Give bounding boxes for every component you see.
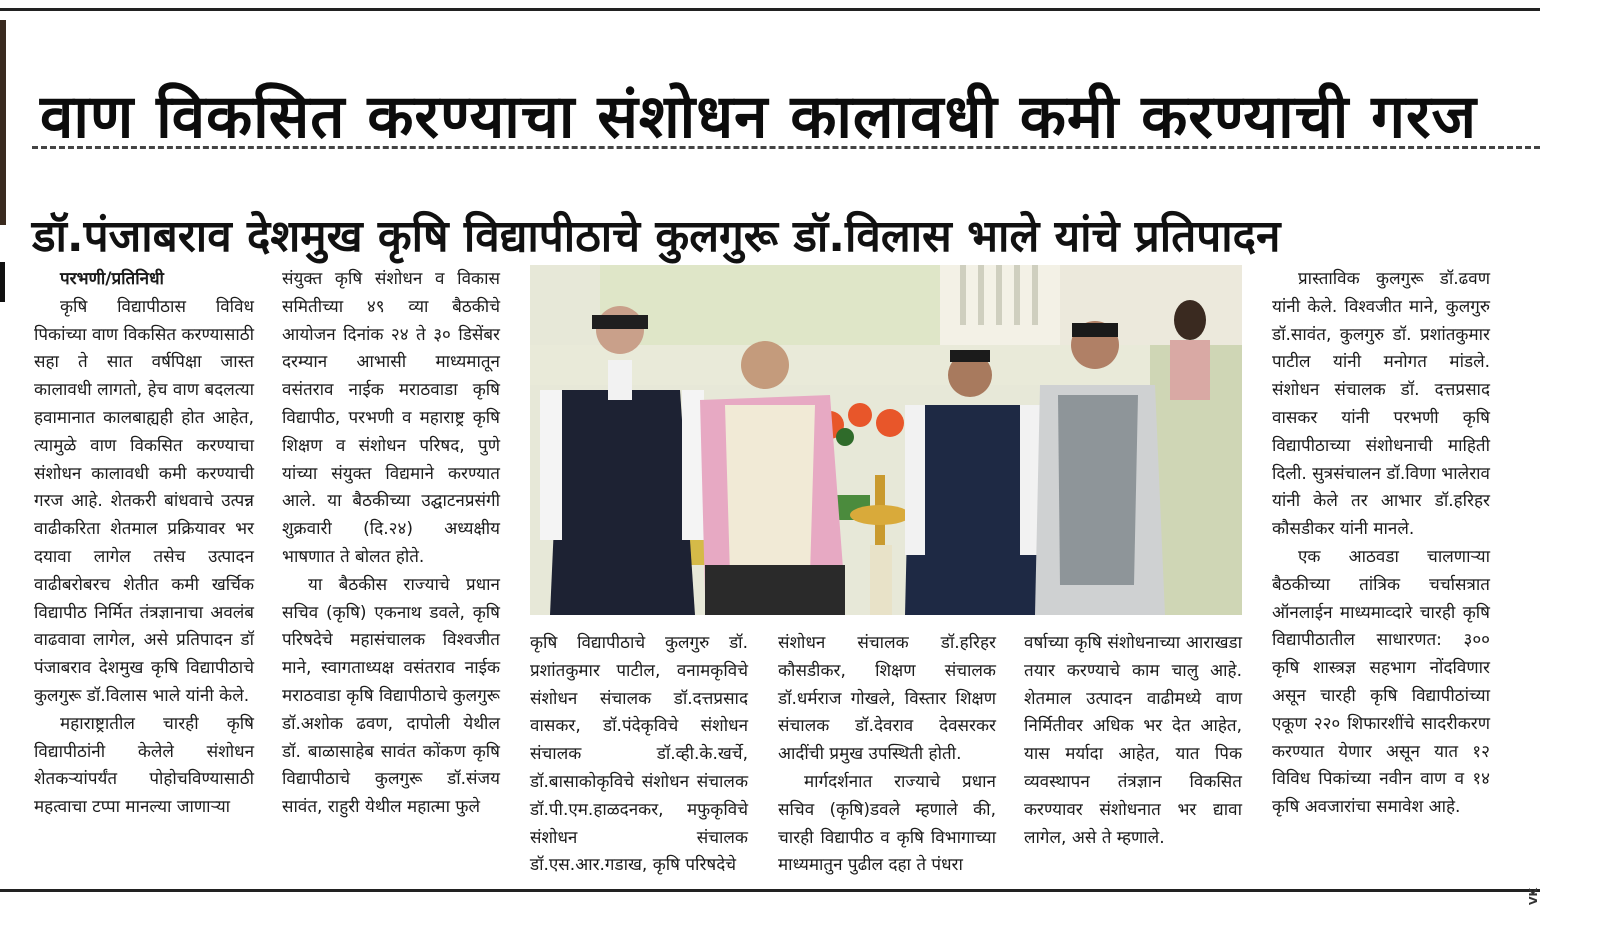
adjacent-article-image-edge [0, 20, 6, 225]
paragraph: कृषि विद्यापीठास विविध पिकांच्या वाण विकसित करण्यासाठी सहा ते सात वर्षपिक्षा जास्त कालावधी लागतो, हेच वाण बदलत्या हवामानात कालबाह्यही होत आहेत, त्यामुळे वाण विकसित करण्याचा संशोधन कालावधी कमी करण्याची गरज आहे. शेतकरी बांधवाचे उत्पन्न वाढीकरिता शेतमाल प्रक्रियावर भर दयावा लागेल तसेच उत्पादन वाढीबरोबरच शेतीत कमी खर्चिक विद्यापीठ निर्मित तंत्रज्ञानाचा अवलंब वाढवावा लागेल, असे प्रतिपादन डॉ पंजाबराव देशमुख कृषि विद्यापीठाचे कुलगुरू डॉ.विलास भाले यांनी केले. [34, 296, 254, 706]
paragraph: महाराष्ट्रातील चारही कृषि विद्यापीठांनी केलेले संशोधन शेतकर्‍यांपर्यंत पोहोचविण्यासाठी महत्वाचा टप्पा मानल्या जाणाऱ्या [34, 713, 254, 818]
paragraph: मार्गदर्शनात राज्याचे प्रधान सचिव (कृषि)डवले म्हणाले की, चारही विद्यापीठ व कृषि विभागाच्या माध्यमातुन पुढील दहा ते पंधरा [778, 771, 996, 876]
paragraph: एक आठवडा चालणाऱ्या बैठकीच्या तांत्रिक चर्चासत्रात ऑनलाईन माध्यमाव्दारे चारही कृषि विद्यापीठातील साधारणत: ३०० कृषि शास्त्रज्ञ सहभाग नोंदविणार असून चारही कृषि विद्यापीठांच्या एकूण २२० शिफारशींचे सादरीकरण करण्यात येणार असून यात १२ विविध पिकांच्या नवीन वाण व १४ कृषि अवजारांचा समावेश आहे. [1272, 546, 1490, 818]
article-column-1 [34, 266, 254, 822]
paragraph: संयुक्त कृषि संशोधन व विकास समितीच्या ४९ व्या बैठकीचे आयोजन दिनांक २४ ते ३० डिसेंबर दरम्यान आभासी माध्यमातून वसंतराव नाईक मराठवाडा कृषि विद्यापीठ, परभणी व महाराष्ट्र कृषि शिक्षण व संशोधन परिषद, पुणे यांच्या संयुक्त विद्यमाने करण्यात आले. या बैठकीच्या उद्घाटनप्रसंगी शुक्रवारी (दि.२४) अध्यक्षीय भाषणात ते बोलत होते. [282, 269, 500, 567]
bottom-rule [0, 889, 1540, 892]
article-column-4 [778, 630, 996, 880]
dashed-divider [32, 146, 1540, 149]
subheadline: डॉ.पंजाबराव देशमुख कृषि विद्यापीठाचे कुलगुरू डॉ.विलास भाले यांचे प्रतिपादन [32, 210, 1281, 262]
paragraph: कृषि विद्यापीठाचे कुलगुरु डॉ. प्रशांतकुमार पाटील, वनामकृविचे संशोधन संचालक डॉ.दत्तप्रसाद वासकर, डॉ.पंदेकृविचे संशोधन संचालक डॉ.व्ही.के.खर्चे, डॉ.बासाकोकृविचे संशोधन संचालक डॉ.पी.एम.हाळदनकर, मफुकृविचे संशोधन संचालक डॉ.एस.आर.गडाख, कृषि परिषदेचे [530, 633, 748, 876]
edge-mark: VK [1527, 887, 1540, 905]
dateline: परभणी/प्रतिनिधी [60, 269, 164, 289]
paragraph: प्रास्ताविक कुलगुरू डॉ.ढवण यांनी केले. विश्वजीत माने, कुलगुरु डॉ.सावंत, कुलगुरु डॉ. प्रशांतकुमार पाटील यांनी मनोगत मांडले. संशोधन संचालक डॉ. दत्तप्रसाद वासकर यांनी परभणी कृषि विद्यापीठाच्या संशोधनाची माहिती दिली. सुत्रसंचालन डॉ.विणा भालेराव यांनी केले तर आभार डॉ.हरिहर कौसडीकर यांनी मानले. [1272, 269, 1490, 540]
article-column-6 [1272, 266, 1490, 822]
top-rule [0, 8, 1540, 11]
article-column-2 [282, 266, 500, 822]
paragraph: वर्षाच्या कृषि संशोधनाच्या आराखडा तयार करण्याचे काम चालु आहे. शेतमाल उत्पादन वाढीमध्ये वाण निर्मितीवर अधिक भर देत आहेत, यास मर्यादा आहेत, यात पिक व्यवस्थापन तंत्रज्ञान विकसित करण्यावर संशोधनात भर द्यावा लागेल, असे ते म्हणाले. [1024, 633, 1242, 848]
paragraph: या बैठकीस राज्याचे प्रधान सचिव (कृषि) एकनाथ डवले, कृषि परिषदेचे महासंचालक विश्वजीत माने, स्वागताध्यक्ष वसंतराव नाईक मराठवाडा कृषि विद्यापीठाचे कुलगुरू डॉ.अशोक ढवण, दापोली येथील डॉ. बाळासाहेब सावंत कोंकण कृषि विद्यापीठाचे कुलगुरू डॉ.संजय सावंत, राहुरी येथील महात्मा फुले [282, 574, 500, 818]
article-column-3 [530, 630, 748, 880]
event-photo [530, 265, 1242, 615]
paragraph: संशोधन संचालक डॉ.हरिहर कौसडीकर, शिक्षण संचालक डॉ.धर्मराज गोखले, विस्तार शिक्षण संचालक डॉ.देवराव देवसरकर आदींची प्रमुख उपस्थिती होती. [778, 633, 996, 765]
article-column-5 [1024, 630, 1242, 852]
headline: वाण विकसित करण्याचा संशोधन कालावधी कमी करण्याची गरज [40, 82, 1478, 153]
adjacent-article-edge [0, 262, 5, 302]
